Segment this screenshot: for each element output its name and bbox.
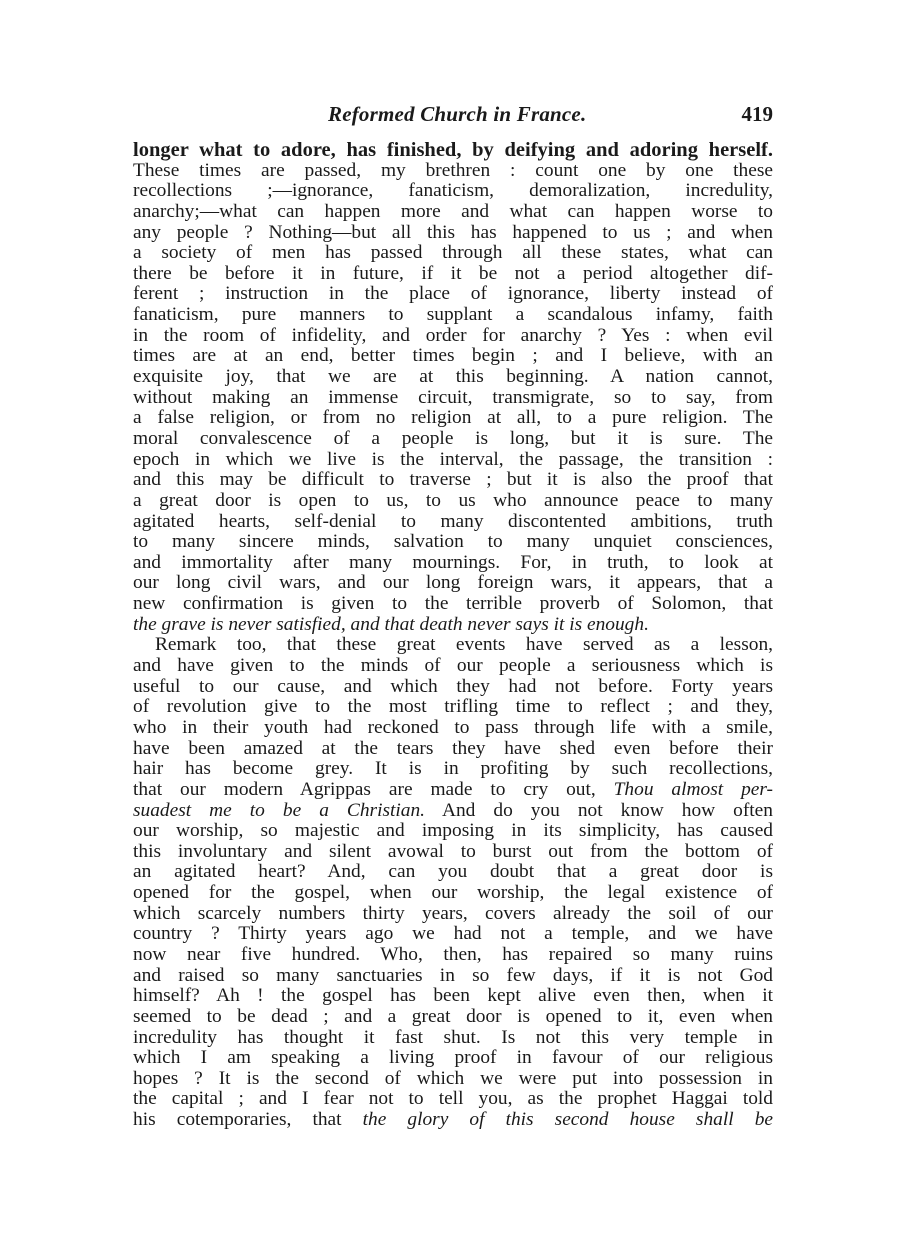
text-segment: new confirmation is given to the terrible proverb of Solomon, that — [133, 593, 773, 615]
text-line — [133, 842, 773, 863]
text-line — [133, 904, 773, 925]
text-line — [133, 821, 773, 842]
text-segment: in the room of infidelity, and order for anarchy ? Yes : when evil — [133, 324, 773, 346]
text-line — [133, 615, 773, 636]
running-title: Reformed Church in France. — [328, 102, 587, 126]
text-segment: moral convalescence of a people is long, but it is sure. The — [133, 427, 773, 449]
text-segment: opened for the gospel, when our worship, the legal existence of — [133, 882, 773, 904]
text-segment: and raised so many sanctuaries in so few days, if it is not God — [133, 964, 773, 986]
italic-text: the grave is never satisfied, and that death never says it is enough. — [133, 613, 649, 635]
text-segment: which scarcely numbers thirty years, covers already the soil of our — [133, 902, 773, 924]
text-segment: Remark too, that these great events have served as a lesson, — [155, 634, 773, 656]
text-segment: recollections ;—ignorance, fanaticism, demoralization, incredulity, — [133, 180, 773, 202]
text-segment: incredulity has thought it fast shut. Is not this very temple in — [133, 1026, 773, 1048]
text-segment: the capital ; and I fear not to tell you, as the prophet Haggai told — [133, 1088, 773, 1110]
text-segment: his cotemporaries, that — [133, 1109, 363, 1131]
body-text — [133, 140, 773, 1131]
text-segment: which I am speaking a living proof in favour of our religious — [133, 1047, 773, 1069]
page-number: 419 — [741, 102, 773, 126]
text-line — [133, 862, 773, 883]
text-line — [133, 450, 773, 471]
text-line — [133, 635, 773, 656]
text-segment: a society of men has passed through all these states, what can — [133, 242, 773, 264]
text-line — [133, 924, 773, 945]
italic-text: Thou almost per- — [613, 778, 773, 800]
text-segment: and have given to the minds of our people a seriousness which is — [133, 655, 773, 677]
italic-text: suadest me to be a Christian. — [133, 799, 426, 821]
page-header — [133, 102, 773, 132]
text-line — [133, 367, 773, 388]
text-line — [133, 512, 773, 533]
text-segment: any people ? Nothing—but all this has happened to us ; and when — [133, 221, 773, 243]
text-line — [133, 223, 773, 244]
text-segment: this involuntary and silent avowal to burst out from the bottom of — [133, 840, 773, 862]
text-line — [133, 759, 773, 780]
text-line — [133, 883, 773, 904]
text-line — [133, 656, 773, 677]
text-line — [133, 739, 773, 760]
text-segment: have been amazed at the tears they have shed even before their — [133, 737, 773, 759]
text-line — [133, 945, 773, 966]
text-line — [133, 264, 773, 285]
text-line — [133, 305, 773, 326]
text-segment: useful to our cause, and which they had not before. Forty years — [133, 675, 773, 697]
text-line — [133, 553, 773, 574]
text-line — [133, 1007, 773, 1028]
text-segment: hair has become grey. It is in profiting by such recollections, — [133, 758, 773, 780]
text-segment: anarchy;—what can happen more and what can happen worse to — [133, 200, 773, 222]
text-line — [133, 1069, 773, 1090]
text-segment: a great door is open to us, to us who announce peace to many — [133, 489, 773, 511]
text-line — [133, 594, 773, 615]
text-segment: our worship, so majestic and imposing in its simplicity, has caused — [133, 820, 773, 842]
text-line — [133, 140, 773, 161]
text-line — [133, 491, 773, 512]
text-segment: now near five hundred. Who, then, has repaired so many ruins — [133, 943, 773, 965]
text-line — [133, 780, 773, 801]
text-segment: These times are passed, my brethren : count one by one these — [133, 159, 773, 181]
text-segment: exquisite joy, that we are at this beginning. A nation cannot, — [133, 366, 773, 388]
text-line — [133, 1110, 773, 1131]
text-segment: that our modern Agrippas are made to cry out, — [133, 778, 614, 800]
text-line — [133, 243, 773, 264]
text-line — [133, 532, 773, 553]
text-line — [133, 718, 773, 739]
text-line — [133, 801, 773, 822]
text-segment: an agitated heart? And, can you doubt that a great door is — [133, 861, 773, 883]
text-segment: fanaticism, pure manners to supplant a scandalous infamy, faith — [133, 304, 773, 326]
text-segment: of revolution give to the most trifling time to reflect ; and they, — [133, 696, 773, 718]
text-line — [133, 677, 773, 698]
text-line — [133, 202, 773, 223]
text-line — [133, 966, 773, 987]
text-segment: who in their youth had reckoned to pass through life with a smile, — [133, 716, 773, 738]
text-line — [133, 573, 773, 594]
text-segment: country ? Thirty years ago we had not a temple, and we have — [133, 923, 773, 945]
text-segment: agitated hearts, self-denial to many discontented ambitions, truth — [133, 510, 773, 532]
text-segment: epoch in which we live is the interval, the passage, the transition : — [133, 448, 773, 470]
text-segment: there be before it in future, if it be not a period altogether dif- — [133, 262, 773, 284]
text-line — [133, 284, 773, 305]
text-segment: hopes ? It is the second of which we were put into possession in — [133, 1067, 773, 1089]
text-segment: longer what to adore, has finished, by deifying and adoring herself. — [133, 139, 773, 161]
text-line — [133, 161, 773, 182]
text-segment: and this may be difficult to traverse ; but it is also the proof that — [133, 469, 773, 491]
text-segment: And do you not know how often — [425, 799, 773, 821]
text-line — [133, 408, 773, 429]
text-segment: times are at an end, better times begin ; and I believe, with an — [133, 345, 773, 367]
text-segment: a false religion, or from no religion at all, to a pure religion. The — [133, 407, 773, 429]
text-segment: without making an immense circuit, transmigrate, so to say, from — [133, 386, 773, 408]
text-line — [133, 346, 773, 367]
text-segment: to many sincere minds, salvation to many unquiet consciences, — [133, 531, 773, 553]
text-line — [133, 326, 773, 347]
text-segment: our long civil wars, and our long foreign wars, it appears, that a — [133, 572, 773, 594]
text-segment: seemed to be dead ; and a great door is opened to it, even when — [133, 1005, 773, 1027]
text-segment: and immortality after many mournings. For, in truth, to look at — [133, 551, 773, 573]
text-segment: himself? Ah ! the gospel has been kept alive even then, when it — [133, 985, 773, 1007]
text-line — [133, 697, 773, 718]
text-line — [133, 1048, 773, 1069]
text-line — [133, 986, 773, 1007]
text-line — [133, 181, 773, 202]
italic-text: the glory of this second house shall be — [362, 1109, 773, 1131]
text-line — [133, 470, 773, 491]
text-line — [133, 388, 773, 409]
text-line — [133, 429, 773, 450]
text-line — [133, 1028, 773, 1049]
text-segment: ferent ; instruction in the place of ignorance, liberty instead of — [133, 283, 773, 305]
text-line — [133, 1089, 773, 1110]
